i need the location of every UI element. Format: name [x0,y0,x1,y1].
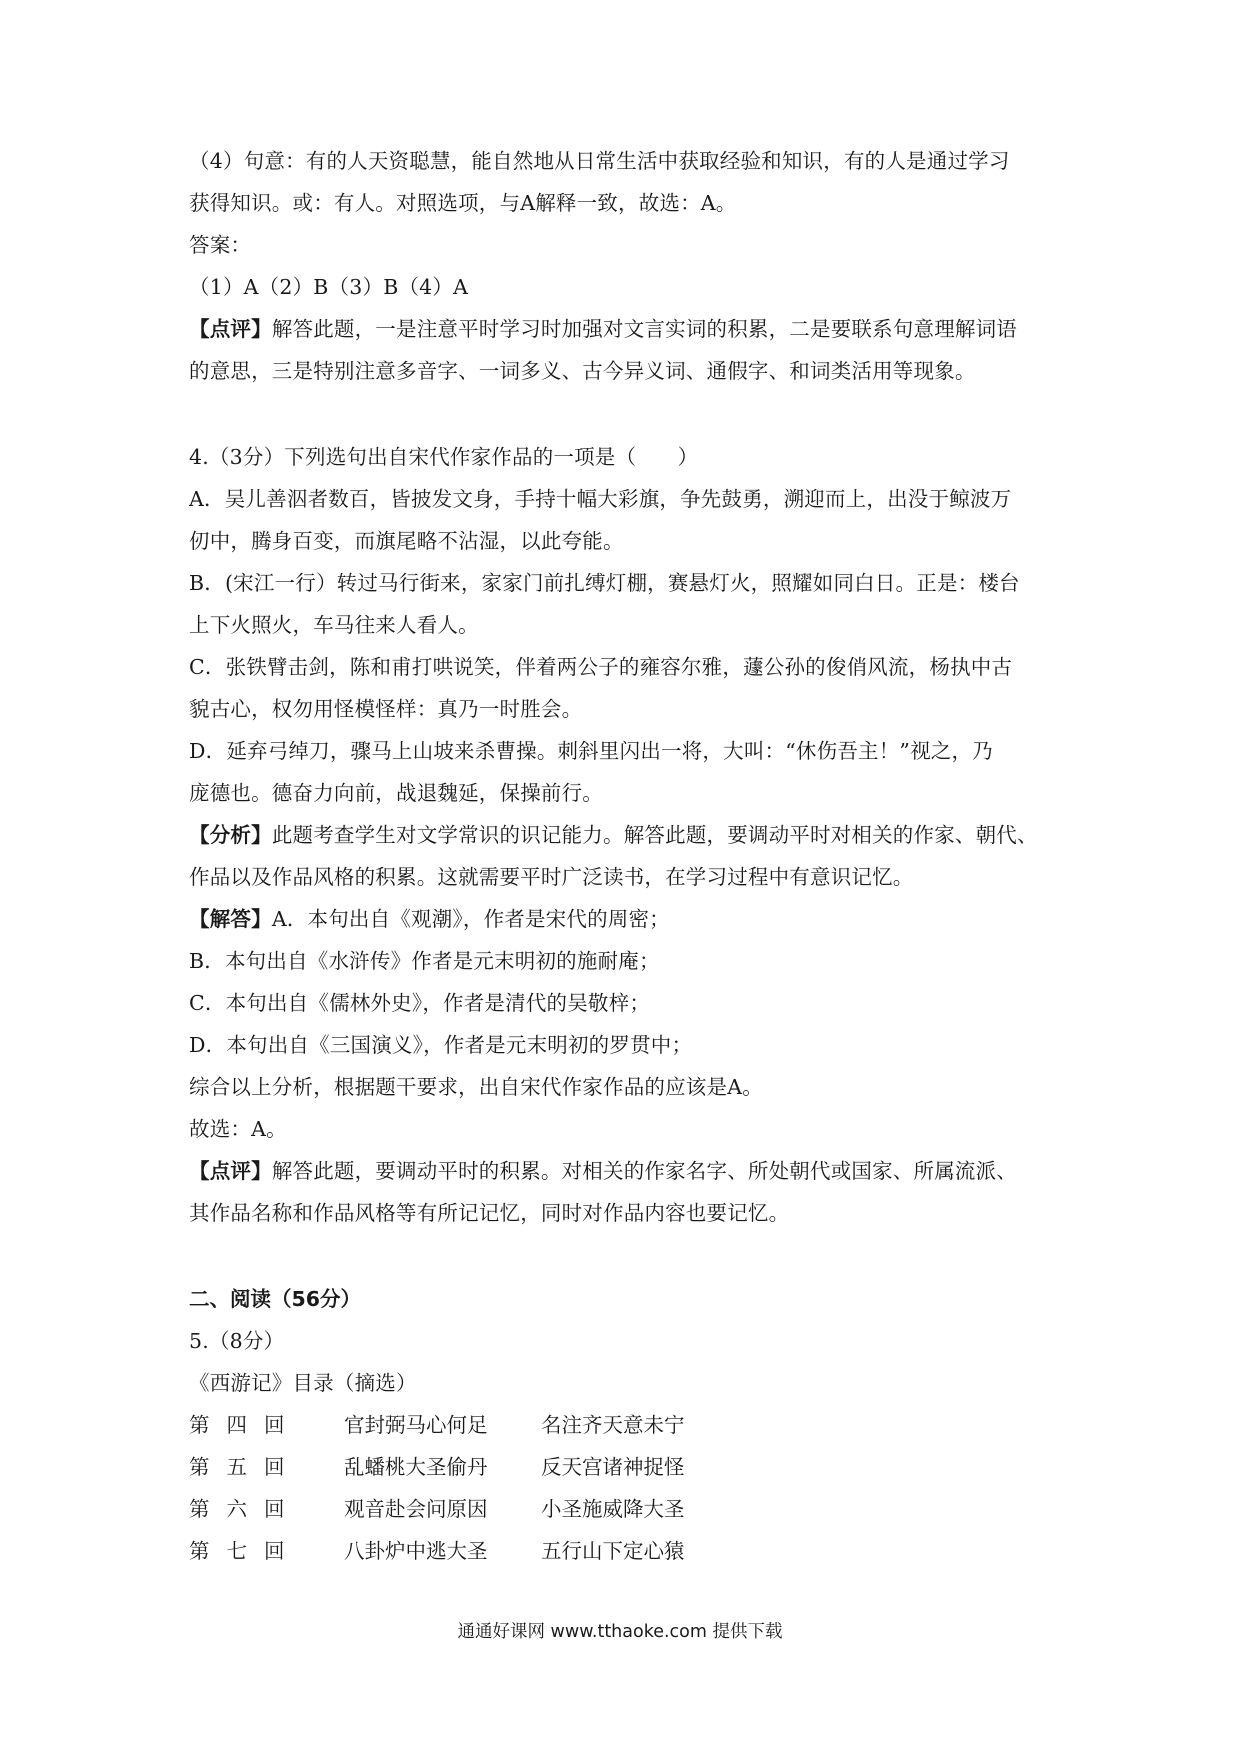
option-d-cont: 庞德也。德奋力向前，战退魏延，保操前行。 [189,781,603,805]
comment-line [189,1150,1059,1192]
comment-line [189,308,1059,350]
solution-line: C．本句出自《儒林外史》，作者是清代的吴敬梓； [189,991,651,1015]
comment-line: 其作品名称和作品风格等有所记记忆，同时对作品内容也要记忆。 [189,1201,790,1225]
toc-title-part-2: 小圣施威降大圣 [541,1497,685,1521]
option-b-cont: 上下火照火，车马往来人看人。 [189,613,479,637]
document-body [189,140,1059,1572]
question-stem: 5.（8分） [189,1329,285,1353]
toc-chapter-number: 第六回 [189,1497,302,1521]
comment-line: 的意思，三是特别注意多音字、一词多义、古今异义词、通假字、和词类活用等现象。 [189,359,976,383]
toc-chapter-number: 第五回 [189,1455,302,1479]
toc-title-part-2: 名注齐天意未宁 [541,1413,685,1437]
toc-title-part-1: 乱蟠桃大圣偷丹 [344,1455,488,1479]
solution-line: D．本句出自《三国演义》，作者是元末明初的罗贯中； [189,1033,693,1057]
toc-row [189,1488,1059,1530]
toc-chapter-number: 第四回 [189,1413,302,1437]
page-footer: 通通好课网 www.tthaoke.com 提供下载 [457,1622,783,1642]
option-b: B．(宋江一行）转过马行街来，家家门前扎缚灯棚，赛悬灯火，照耀如同白日。正是：楼台 [189,571,1020,595]
spacer [189,1234,1059,1278]
option-c: C．张铁臂击剑，陈和甫打哄说笑，伴着两公子的雍容尔雅，蘧公孙的俊俏风流，杨执中古 [189,655,1013,679]
toc-title-part-2: 五行山下定心猿 [541,1539,685,1563]
solution-text: A．本句出自《观潮》，作者是宋代的周密； [271,907,670,931]
solution-tag: 【解答】 [189,907,272,931]
answer-label: 答案： [189,233,252,257]
text-line: （4）句意：有的人天资聪慧，能自然地从日常生活中获取经验和知识，有的人是通过学习 [189,149,1010,173]
option-d: D．延弃弓绰刀，骤马上山坡来杀曹操。刺斜里闪出一将，大叫：“休伤吾主！”视之，乃 [189,739,993,763]
choice-line: 故选：A。 [189,1117,287,1141]
analysis-tag: 【分析】 [189,823,272,847]
spacer [189,392,1059,436]
toc-title-part-2: 反天宫诸神捉怪 [541,1455,685,1479]
comment-text: 解答此题，要调动平时的积累。对相关的作家名字、所处朝代或国家、所属流派、 [271,1159,1018,1183]
option-a-cont: 仞中，腾身百变，而旗尾略不沾湿，以此夸能。 [189,529,624,553]
toc-title-part-1: 官封弼马心何足 [344,1413,488,1437]
analysis-text: 此题考查学生对文学常识的识记能力。解答此题，要调动平时对相关的作家、朝代、 [271,823,1038,847]
option-c-cont: 貌古心，权勿用怪模怪样：真乃一时胜会。 [189,697,583,721]
comment-tag: 【点评】 [189,317,272,341]
toc-row [189,1446,1059,1488]
toc-chapter-number: 第七回 [189,1539,302,1563]
summary-line: 综合以上分析，根据题干要求，出自宋代作家作品的应该是A。 [189,1075,763,1099]
analysis-line [189,814,1059,856]
solution-line [189,898,1059,940]
toc-row [189,1404,1059,1446]
option-a: A．吴儿善泅者数百，皆披发文身，手持十幅大彩旗，争先鼓勇，溯迎而上，出没于鲸波万 [189,487,1012,511]
comment-tag: 【点评】 [189,1159,272,1183]
analysis-line: 作品以及作品风格的积累。这就需要平时广泛读书，在学习过程中有意识记忆。 [189,865,914,889]
answer-line: （1）A（2）B（3）B（4）A [189,275,469,299]
text-line: 获得知识。或：有人。对照选项，与A解释一致，故选：A。 [189,191,737,215]
section-heading: 二、阅读（56分） [189,1287,362,1311]
solution-line: B．本句出自《水浒传》作者是元末明初的施耐庵； [189,949,660,973]
toc-title-part-1: 观音赴会问原因 [344,1497,488,1521]
toc-title: 《西游记》目录（摘选） [189,1371,417,1395]
toc-row [189,1530,1059,1572]
comment-text: 解答此题，一是注意平时学习时加强对文言实词的积累，二是要联系句意理解词语 [271,317,1018,341]
question-stem: 4.（3分）下列选句出自宋代作家作品的一项是（ ） [189,445,699,469]
toc-title-part-1: 八卦炉中逃大圣 [344,1539,488,1563]
